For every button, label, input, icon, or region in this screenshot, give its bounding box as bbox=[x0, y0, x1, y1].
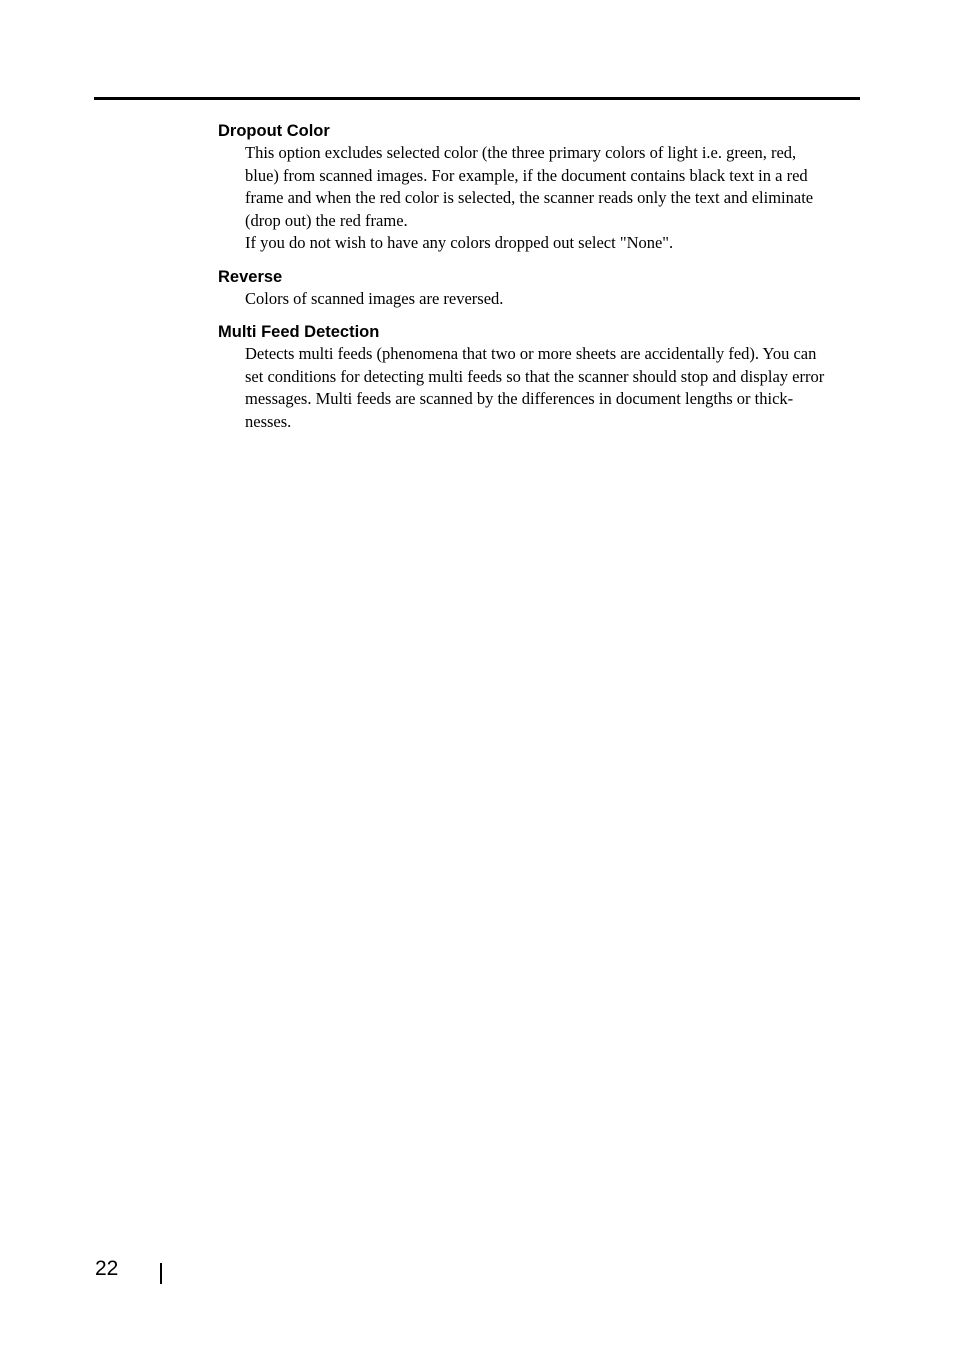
body-line: Colors of scanned images are reversed. bbox=[245, 288, 504, 308]
body-line: This option excludes selected color (the three primary colors of light i.e. green, red, bbox=[245, 143, 797, 162]
section-heading: Multi Feed Detection bbox=[218, 323, 380, 341]
body-line: (drop out) the red frame. bbox=[245, 210, 408, 230]
body-line: blue) from scanned images. For example, if the document contains black text in a red bbox=[245, 165, 808, 185]
section-dropout-color bbox=[218, 121, 860, 255]
section-reverse bbox=[218, 267, 860, 311]
header-rule bbox=[94, 97, 860, 100]
page-content bbox=[218, 121, 860, 445]
body-line: set conditions for detecting multi feeds so that the scanner should stop and display error bbox=[245, 366, 825, 386]
body-line: messages. Multi feeds are scanned by the differences in document lengths or thick- bbox=[245, 389, 794, 408]
section-body bbox=[245, 288, 859, 311]
page-number: 22 bbox=[95, 1257, 119, 1280]
section-body bbox=[245, 343, 859, 433]
section-heading: Reverse bbox=[218, 267, 283, 286]
page-number-bar bbox=[160, 1263, 162, 1284]
section-heading: Dropout Color bbox=[218, 122, 330, 140]
body-line: Detects multi feeds (phenomena that two or more sheets are accidentally fed). You can bbox=[245, 344, 817, 363]
body-line: frame and when the red color is selected, the scanner reads only the text and eliminate bbox=[245, 188, 814, 207]
section-multi-feed-detection bbox=[218, 322, 860, 433]
section-body bbox=[245, 142, 859, 255]
body-line: nesses. bbox=[245, 411, 292, 431]
body-line: If you do not wish to have any colors dropped out select "None". bbox=[245, 233, 674, 252]
